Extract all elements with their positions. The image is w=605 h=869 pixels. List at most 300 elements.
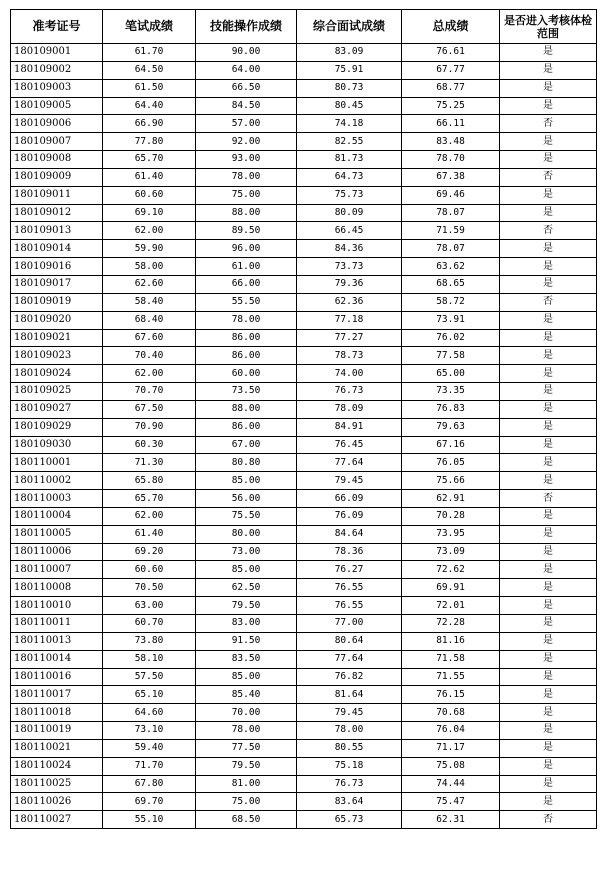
cell-written-score: 69.70 bbox=[103, 793, 196, 811]
cell-exam-id: 180110024 bbox=[11, 757, 103, 775]
cell-written-score: 61.70 bbox=[103, 44, 196, 62]
cell-exam-id: 180110026 bbox=[11, 793, 103, 811]
cell-skill-score: 83.50 bbox=[196, 650, 297, 668]
cell-qualified: 是 bbox=[500, 775, 597, 793]
cell-written-score: 64.40 bbox=[103, 97, 196, 115]
cell-exam-id: 180110021 bbox=[11, 739, 103, 757]
cell-skill-score: 67.00 bbox=[196, 436, 297, 454]
cell-interview-score: 76.82 bbox=[297, 668, 402, 686]
cell-total-score: 67.16 bbox=[402, 436, 500, 454]
cell-interview-score: 84.91 bbox=[297, 418, 402, 436]
cell-total-score: 68.65 bbox=[402, 275, 500, 293]
cell-total-score: 67.77 bbox=[402, 61, 500, 79]
cell-qualified: 是 bbox=[500, 472, 597, 490]
table-row bbox=[11, 329, 597, 347]
table-row bbox=[11, 632, 597, 650]
cell-qualified: 是 bbox=[500, 329, 597, 347]
cell-interview-score: 79.45 bbox=[297, 472, 402, 490]
cell-qualified: 是 bbox=[500, 454, 597, 472]
cell-written-score: 58.10 bbox=[103, 650, 196, 668]
cell-written-score: 61.50 bbox=[103, 79, 196, 97]
table-row bbox=[11, 204, 597, 222]
table-row bbox=[11, 383, 597, 401]
cell-written-score: 73.80 bbox=[103, 632, 196, 650]
cell-skill-score: 75.00 bbox=[196, 186, 297, 204]
cell-written-score: 70.40 bbox=[103, 347, 196, 365]
cell-total-score: 72.62 bbox=[402, 561, 500, 579]
cell-skill-score: 62.50 bbox=[196, 579, 297, 597]
cell-skill-score: 78.00 bbox=[196, 168, 297, 186]
cell-skill-score: 91.50 bbox=[196, 632, 297, 650]
cell-exam-id: 180110027 bbox=[11, 811, 103, 829]
cell-interview-score: 74.18 bbox=[297, 115, 402, 133]
cell-exam-id: 180110014 bbox=[11, 650, 103, 668]
cell-written-score: 69.10 bbox=[103, 204, 196, 222]
cell-total-score: 73.09 bbox=[402, 543, 500, 561]
cell-written-score: 58.40 bbox=[103, 293, 196, 311]
cell-skill-score: 93.00 bbox=[196, 151, 297, 169]
cell-qualified: 是 bbox=[500, 97, 597, 115]
cell-qualified: 是 bbox=[500, 151, 597, 169]
table-row bbox=[11, 615, 597, 633]
cell-skill-score: 55.50 bbox=[196, 293, 297, 311]
cell-qualified: 是 bbox=[500, 365, 597, 383]
cell-skill-score: 90.00 bbox=[196, 44, 297, 62]
cell-interview-score: 80.09 bbox=[297, 204, 402, 222]
cell-written-score: 63.00 bbox=[103, 597, 196, 615]
table-row bbox=[11, 258, 597, 276]
cell-written-score: 65.80 bbox=[103, 472, 196, 490]
cell-total-score: 75.25 bbox=[402, 97, 500, 115]
cell-written-score: 70.50 bbox=[103, 579, 196, 597]
cell-exam-id: 180110004 bbox=[11, 507, 103, 525]
cell-total-score: 78.70 bbox=[402, 151, 500, 169]
cell-interview-score: 84.36 bbox=[297, 240, 402, 258]
cell-interview-score: 75.91 bbox=[297, 61, 402, 79]
table-row bbox=[11, 579, 597, 597]
cell-interview-score: 80.73 bbox=[297, 79, 402, 97]
cell-interview-score: 76.55 bbox=[297, 579, 402, 597]
cell-interview-score: 78.00 bbox=[297, 722, 402, 740]
cell-exam-id: 180109012 bbox=[11, 204, 103, 222]
cell-qualified: 是 bbox=[500, 383, 597, 401]
cell-total-score: 75.66 bbox=[402, 472, 500, 490]
cell-interview-score: 74.00 bbox=[297, 365, 402, 383]
cell-total-score: 72.01 bbox=[402, 597, 500, 615]
cell-written-score: 67.50 bbox=[103, 400, 196, 418]
cell-written-score: 65.70 bbox=[103, 490, 196, 508]
cell-written-score: 59.90 bbox=[103, 240, 196, 258]
cell-total-score: 68.77 bbox=[402, 79, 500, 97]
cell-interview-score: 66.45 bbox=[297, 222, 402, 240]
table-row bbox=[11, 704, 597, 722]
table-row bbox=[11, 490, 597, 508]
cell-qualified: 是 bbox=[500, 722, 597, 740]
cell-total-score: 69.46 bbox=[402, 186, 500, 204]
cell-qualified: 是 bbox=[500, 757, 597, 775]
cell-interview-score: 76.27 bbox=[297, 561, 402, 579]
cell-interview-score: 83.64 bbox=[297, 793, 402, 811]
table-row bbox=[11, 365, 597, 383]
cell-skill-score: 80.80 bbox=[196, 454, 297, 472]
cell-skill-score: 68.50 bbox=[196, 811, 297, 829]
cell-written-score: 71.70 bbox=[103, 757, 196, 775]
cell-written-score: 77.80 bbox=[103, 133, 196, 151]
cell-interview-score: 80.55 bbox=[297, 739, 402, 757]
cell-qualified: 是 bbox=[500, 258, 597, 276]
cell-written-score: 61.40 bbox=[103, 168, 196, 186]
cell-written-score: 60.70 bbox=[103, 615, 196, 633]
cell-skill-score: 79.50 bbox=[196, 757, 297, 775]
score-table bbox=[10, 9, 597, 829]
cell-exam-id: 180110002 bbox=[11, 472, 103, 490]
cell-qualified: 是 bbox=[500, 704, 597, 722]
cell-qualified: 否 bbox=[500, 115, 597, 133]
cell-total-score: 74.44 bbox=[402, 775, 500, 793]
table-row bbox=[11, 543, 597, 561]
cell-exam-id: 180110005 bbox=[11, 525, 103, 543]
cell-qualified: 否 bbox=[500, 222, 597, 240]
cell-exam-id: 180109016 bbox=[11, 258, 103, 276]
cell-qualified: 是 bbox=[500, 579, 597, 597]
table-row bbox=[11, 44, 597, 62]
cell-exam-id: 180110001 bbox=[11, 454, 103, 472]
cell-skill-score: 79.50 bbox=[196, 597, 297, 615]
cell-total-score: 71.55 bbox=[402, 668, 500, 686]
cell-exam-id: 180109005 bbox=[11, 97, 103, 115]
cell-total-score: 71.58 bbox=[402, 650, 500, 668]
cell-skill-score: 78.00 bbox=[196, 722, 297, 740]
header-written-score: 笔试成绩 bbox=[103, 10, 196, 44]
cell-qualified: 是 bbox=[500, 668, 597, 686]
cell-written-score: 64.60 bbox=[103, 704, 196, 722]
cell-written-score: 58.00 bbox=[103, 258, 196, 276]
cell-skill-score: 61.00 bbox=[196, 258, 297, 276]
cell-skill-score: 83.00 bbox=[196, 615, 297, 633]
cell-total-score: 69.91 bbox=[402, 579, 500, 597]
cell-exam-id: 180109020 bbox=[11, 311, 103, 329]
cell-qualified: 是 bbox=[500, 543, 597, 561]
table-row bbox=[11, 722, 597, 740]
cell-written-score: 60.60 bbox=[103, 561, 196, 579]
cell-interview-score: 76.55 bbox=[297, 597, 402, 615]
cell-exam-id: 180109021 bbox=[11, 329, 103, 347]
cell-exam-id: 180109029 bbox=[11, 418, 103, 436]
cell-skill-score: 81.00 bbox=[196, 775, 297, 793]
cell-exam-id: 180109008 bbox=[11, 151, 103, 169]
cell-qualified: 是 bbox=[500, 615, 597, 633]
cell-interview-score: 77.18 bbox=[297, 311, 402, 329]
cell-interview-score: 78.09 bbox=[297, 400, 402, 418]
cell-qualified: 是 bbox=[500, 686, 597, 704]
cell-exam-id: 180109023 bbox=[11, 347, 103, 365]
cell-interview-score: 75.73 bbox=[297, 186, 402, 204]
table-row bbox=[11, 115, 597, 133]
cell-interview-score: 78.36 bbox=[297, 543, 402, 561]
cell-interview-score: 76.45 bbox=[297, 436, 402, 454]
cell-exam-id: 180109001 bbox=[11, 44, 103, 62]
cell-written-score: 70.70 bbox=[103, 383, 196, 401]
cell-total-score: 76.04 bbox=[402, 722, 500, 740]
cell-qualified: 是 bbox=[500, 240, 597, 258]
cell-written-score: 62.00 bbox=[103, 222, 196, 240]
cell-total-score: 70.68 bbox=[402, 704, 500, 722]
cell-skill-score: 85.00 bbox=[196, 561, 297, 579]
cell-total-score: 73.91 bbox=[402, 311, 500, 329]
table-row bbox=[11, 168, 597, 186]
cell-qualified: 是 bbox=[500, 507, 597, 525]
cell-exam-id: 180110006 bbox=[11, 543, 103, 561]
cell-skill-score: 86.00 bbox=[196, 347, 297, 365]
cell-qualified: 是 bbox=[500, 650, 597, 668]
cell-skill-score: 66.50 bbox=[196, 79, 297, 97]
cell-total-score: 62.31 bbox=[402, 811, 500, 829]
cell-skill-score: 57.00 bbox=[196, 115, 297, 133]
cell-interview-score: 76.73 bbox=[297, 383, 402, 401]
cell-written-score: 66.90 bbox=[103, 115, 196, 133]
header-skill-score: 技能操作成绩 bbox=[196, 10, 297, 44]
cell-total-score: 71.59 bbox=[402, 222, 500, 240]
cell-skill-score: 80.00 bbox=[196, 525, 297, 543]
cell-written-score: 62.60 bbox=[103, 275, 196, 293]
cell-interview-score: 76.09 bbox=[297, 507, 402, 525]
cell-skill-score: 88.00 bbox=[196, 204, 297, 222]
table-row bbox=[11, 436, 597, 454]
cell-skill-score: 73.50 bbox=[196, 383, 297, 401]
cell-skill-score: 77.50 bbox=[196, 739, 297, 757]
cell-skill-score: 85.00 bbox=[196, 668, 297, 686]
cell-qualified: 是 bbox=[500, 400, 597, 418]
cell-interview-score: 79.36 bbox=[297, 275, 402, 293]
cell-interview-score: 82.55 bbox=[297, 133, 402, 151]
cell-interview-score: 66.09 bbox=[297, 490, 402, 508]
table-row bbox=[11, 347, 597, 365]
cell-skill-score: 75.50 bbox=[196, 507, 297, 525]
cell-interview-score: 76.73 bbox=[297, 775, 402, 793]
table-row bbox=[11, 293, 597, 311]
table-row bbox=[11, 222, 597, 240]
cell-qualified: 是 bbox=[500, 79, 597, 97]
cell-interview-score: 79.45 bbox=[297, 704, 402, 722]
cell-written-score: 62.00 bbox=[103, 365, 196, 383]
table-row bbox=[11, 186, 597, 204]
cell-qualified: 否 bbox=[500, 168, 597, 186]
cell-total-score: 65.00 bbox=[402, 365, 500, 383]
cell-written-score: 67.60 bbox=[103, 329, 196, 347]
cell-interview-score: 77.27 bbox=[297, 329, 402, 347]
cell-interview-score: 65.73 bbox=[297, 811, 402, 829]
cell-exam-id: 180110016 bbox=[11, 668, 103, 686]
cell-exam-id: 180109006 bbox=[11, 115, 103, 133]
header-interview-score: 综合面试成绩 bbox=[297, 10, 402, 44]
table-row bbox=[11, 739, 597, 757]
cell-skill-score: 73.00 bbox=[196, 543, 297, 561]
table-row bbox=[11, 97, 597, 115]
cell-total-score: 73.35 bbox=[402, 383, 500, 401]
cell-skill-score: 88.00 bbox=[196, 400, 297, 418]
cell-exam-id: 180110011 bbox=[11, 615, 103, 633]
cell-skill-score: 60.00 bbox=[196, 365, 297, 383]
header-row bbox=[11, 10, 597, 44]
cell-exam-id: 180109013 bbox=[11, 222, 103, 240]
cell-interview-score: 77.00 bbox=[297, 615, 402, 633]
cell-exam-id: 180109024 bbox=[11, 365, 103, 383]
cell-total-score: 79.63 bbox=[402, 418, 500, 436]
cell-interview-score: 81.73 bbox=[297, 151, 402, 169]
cell-written-score: 60.60 bbox=[103, 186, 196, 204]
cell-interview-score: 80.45 bbox=[297, 97, 402, 115]
cell-qualified: 否 bbox=[500, 811, 597, 829]
cell-exam-id: 180109025 bbox=[11, 383, 103, 401]
cell-written-score: 64.50 bbox=[103, 61, 196, 79]
cell-qualified: 否 bbox=[500, 293, 597, 311]
cell-exam-id: 180110007 bbox=[11, 561, 103, 579]
header-qualified: 是否进入考核体检范围 bbox=[500, 10, 597, 44]
cell-exam-id: 180110019 bbox=[11, 722, 103, 740]
table-row bbox=[11, 311, 597, 329]
table-row bbox=[11, 418, 597, 436]
cell-skill-score: 85.40 bbox=[196, 686, 297, 704]
table-row bbox=[11, 507, 597, 525]
cell-total-score: 76.05 bbox=[402, 454, 500, 472]
table-row bbox=[11, 650, 597, 668]
cell-skill-score: 66.00 bbox=[196, 275, 297, 293]
cell-qualified: 是 bbox=[500, 44, 597, 62]
cell-exam-id: 180110003 bbox=[11, 490, 103, 508]
table-row bbox=[11, 240, 597, 258]
cell-qualified: 是 bbox=[500, 186, 597, 204]
cell-written-score: 61.40 bbox=[103, 525, 196, 543]
cell-total-score: 76.61 bbox=[402, 44, 500, 62]
cell-skill-score: 64.00 bbox=[196, 61, 297, 79]
cell-written-score: 65.10 bbox=[103, 686, 196, 704]
table-row bbox=[11, 561, 597, 579]
cell-exam-id: 180109027 bbox=[11, 400, 103, 418]
cell-written-score: 62.00 bbox=[103, 507, 196, 525]
cell-total-score: 76.02 bbox=[402, 329, 500, 347]
cell-exam-id: 180110018 bbox=[11, 704, 103, 722]
cell-exam-id: 180110010 bbox=[11, 597, 103, 615]
cell-written-score: 69.20 bbox=[103, 543, 196, 561]
cell-total-score: 76.83 bbox=[402, 400, 500, 418]
cell-qualified: 是 bbox=[500, 597, 597, 615]
cell-skill-score: 85.00 bbox=[196, 472, 297, 490]
table-row bbox=[11, 454, 597, 472]
cell-exam-id: 180110025 bbox=[11, 775, 103, 793]
cell-qualified: 是 bbox=[500, 525, 597, 543]
cell-interview-score: 83.09 bbox=[297, 44, 402, 62]
cell-total-score: 83.48 bbox=[402, 133, 500, 151]
cell-total-score: 81.16 bbox=[402, 632, 500, 650]
cell-exam-id: 180109030 bbox=[11, 436, 103, 454]
table-row bbox=[11, 275, 597, 293]
cell-exam-id: 180110017 bbox=[11, 686, 103, 704]
cell-skill-score: 78.00 bbox=[196, 311, 297, 329]
table-row bbox=[11, 133, 597, 151]
cell-exam-id: 180109003 bbox=[11, 79, 103, 97]
cell-written-score: 59.40 bbox=[103, 739, 196, 757]
cell-total-score: 75.47 bbox=[402, 793, 500, 811]
cell-exam-id: 180109009 bbox=[11, 168, 103, 186]
cell-exam-id: 180109014 bbox=[11, 240, 103, 258]
cell-total-score: 77.58 bbox=[402, 347, 500, 365]
cell-qualified: 是 bbox=[500, 275, 597, 293]
cell-interview-score: 78.73 bbox=[297, 347, 402, 365]
cell-total-score: 75.08 bbox=[402, 757, 500, 775]
cell-written-score: 73.10 bbox=[103, 722, 196, 740]
cell-total-score: 66.11 bbox=[402, 115, 500, 133]
cell-exam-id: 180109011 bbox=[11, 186, 103, 204]
cell-total-score: 58.72 bbox=[402, 293, 500, 311]
cell-exam-id: 180110013 bbox=[11, 632, 103, 650]
cell-total-score: 78.07 bbox=[402, 240, 500, 258]
table-row bbox=[11, 61, 597, 79]
cell-interview-score: 75.18 bbox=[297, 757, 402, 775]
cell-qualified: 是 bbox=[500, 347, 597, 365]
cell-interview-score: 73.73 bbox=[297, 258, 402, 276]
table-row bbox=[11, 597, 597, 615]
cell-qualified: 是 bbox=[500, 436, 597, 454]
cell-skill-score: 86.00 bbox=[196, 329, 297, 347]
cell-skill-score: 70.00 bbox=[196, 704, 297, 722]
cell-total-score: 70.28 bbox=[402, 507, 500, 525]
header-exam-id: 准考证号 bbox=[11, 10, 103, 44]
cell-total-score: 67.38 bbox=[402, 168, 500, 186]
cell-total-score: 78.07 bbox=[402, 204, 500, 222]
cell-qualified: 是 bbox=[500, 561, 597, 579]
cell-written-score: 60.30 bbox=[103, 436, 196, 454]
cell-skill-score: 75.00 bbox=[196, 793, 297, 811]
cell-exam-id: 180109002 bbox=[11, 61, 103, 79]
cell-exam-id: 180110008 bbox=[11, 579, 103, 597]
cell-written-score: 70.90 bbox=[103, 418, 196, 436]
cell-skill-score: 89.50 bbox=[196, 222, 297, 240]
cell-qualified: 是 bbox=[500, 739, 597, 757]
table-row bbox=[11, 793, 597, 811]
cell-total-score: 63.62 bbox=[402, 258, 500, 276]
table-row bbox=[11, 686, 597, 704]
cell-exam-id: 180109019 bbox=[11, 293, 103, 311]
cell-qualified: 是 bbox=[500, 418, 597, 436]
cell-qualified: 是 bbox=[500, 632, 597, 650]
cell-qualified: 否 bbox=[500, 490, 597, 508]
cell-total-score: 73.95 bbox=[402, 525, 500, 543]
cell-qualified: 是 bbox=[500, 793, 597, 811]
table-row bbox=[11, 775, 597, 793]
cell-total-score: 72.28 bbox=[402, 615, 500, 633]
cell-skill-score: 96.00 bbox=[196, 240, 297, 258]
cell-skill-score: 84.50 bbox=[196, 97, 297, 115]
cell-skill-score: 56.00 bbox=[196, 490, 297, 508]
cell-qualified: 是 bbox=[500, 311, 597, 329]
table-row bbox=[11, 79, 597, 97]
cell-interview-score: 64.73 bbox=[297, 168, 402, 186]
table-row bbox=[11, 472, 597, 490]
table-row bbox=[11, 400, 597, 418]
cell-total-score: 76.15 bbox=[402, 686, 500, 704]
cell-written-score: 68.40 bbox=[103, 311, 196, 329]
header-total-score: 总成绩 bbox=[402, 10, 500, 44]
cell-total-score: 62.91 bbox=[402, 490, 500, 508]
table-row bbox=[11, 811, 597, 829]
table-row bbox=[11, 151, 597, 169]
cell-exam-id: 180109007 bbox=[11, 133, 103, 151]
table-row bbox=[11, 757, 597, 775]
cell-interview-score: 81.64 bbox=[297, 686, 402, 704]
cell-interview-score: 84.64 bbox=[297, 525, 402, 543]
cell-qualified: 是 bbox=[500, 204, 597, 222]
cell-interview-score: 80.64 bbox=[297, 632, 402, 650]
